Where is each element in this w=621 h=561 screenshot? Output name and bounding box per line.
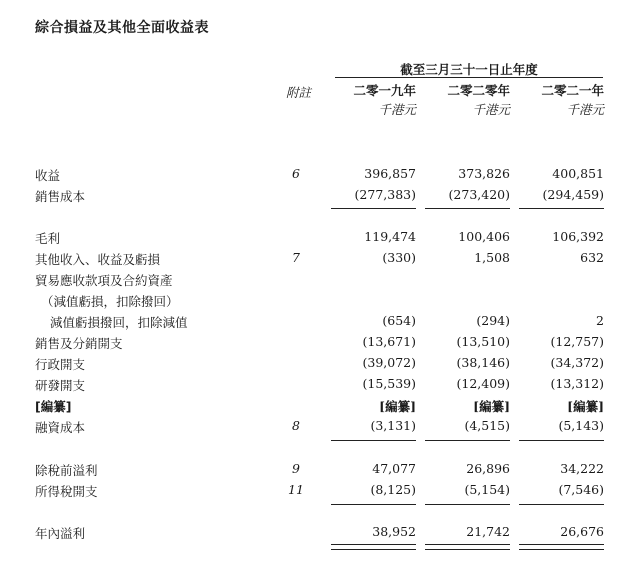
value-2019: (13,671) <box>362 334 416 349</box>
row-note: 7 <box>292 250 300 265</box>
table-row-profit-before-tax <box>0 461 621 482</box>
total-double-rule <box>519 544 604 550</box>
row-note: 6 <box>292 166 300 181</box>
table-row-trade-receivables <box>0 271 621 292</box>
value-2021: (5,143) <box>558 418 604 433</box>
subtotal-rule <box>425 440 510 441</box>
subtotal-rule <box>519 208 604 209</box>
value-2020: 26,896 <box>466 461 510 476</box>
subtotal-rule <box>331 208 416 209</box>
table-row-rnd-expenses <box>0 376 621 397</box>
value-2019: (330) <box>382 250 416 265</box>
subtotal-rule <box>331 504 416 505</box>
year-header-2019: 二零一九年 <box>353 83 416 98</box>
value-2020: 21,742 <box>466 524 510 539</box>
row-note: 11 <box>288 482 304 497</box>
value-2020: (294) <box>476 313 510 328</box>
value-2019: (8,125) <box>370 482 416 497</box>
row-label: 年內溢利 <box>35 526 86 541</box>
value-2019: [編纂] <box>379 399 416 414</box>
row-label: 研發開支 <box>35 378 86 393</box>
value-2021: 2 <box>596 313 604 328</box>
subtotal-rule <box>331 440 416 441</box>
value-2021: 400,851 <box>552 166 604 181</box>
value-2020: (4,515) <box>464 418 510 433</box>
value-2020: (38,146) <box>456 355 510 370</box>
row-label: 行政開支 <box>35 357 86 372</box>
total-double-rule <box>425 544 510 550</box>
row-label: 毛利 <box>35 231 61 246</box>
table-row-selling-expenses <box>0 334 621 355</box>
table-row-gross-profit <box>0 229 621 250</box>
value-2021: 26,676 <box>560 524 604 539</box>
row-label: 其他收入、收益及虧損 <box>35 252 161 267</box>
unit-header-2021: 千港元 <box>566 102 604 117</box>
year-header-2021: 二零二一年 <box>541 83 604 98</box>
row-label: 銷售成本 <box>35 189 86 204</box>
table-row-redacted <box>0 397 621 418</box>
row-label: 所得稅開支 <box>35 484 98 499</box>
value-2021: (12,757) <box>550 334 604 349</box>
period-header: 截至三月三十一日止年度 <box>400 62 538 77</box>
value-2019: (3,131) <box>370 418 416 433</box>
value-2019: (654) <box>382 313 416 328</box>
table-row-impairment-reversal <box>0 313 621 334</box>
value-2020: 100,406 <box>458 229 510 244</box>
value-2019: 119,474 <box>364 229 416 244</box>
value-2020: 1,508 <box>474 250 510 265</box>
value-2020: (273,420) <box>448 187 510 202</box>
value-2021: [編纂] <box>567 399 604 414</box>
table-row-cost-of-sales <box>0 187 621 208</box>
table-row-admin-expenses <box>0 355 621 376</box>
note-column-header: 附註 <box>286 85 312 100</box>
value-2021: 106,392 <box>552 229 604 244</box>
total-double-rule <box>331 544 416 550</box>
value-2020: 373,826 <box>458 166 510 181</box>
row-label: 減值虧損撥回，扣除減值 <box>50 315 188 330</box>
subtotal-rule <box>519 504 604 505</box>
value-2020: [編纂] <box>473 399 510 414</box>
unit-header-2020: 千港元 <box>472 102 510 117</box>
value-2019: 47,077 <box>372 461 416 476</box>
value-2019: 396,857 <box>364 166 416 181</box>
table-row-profit-for-year <box>0 524 621 545</box>
unit-header-2019: 千港元 <box>378 102 416 117</box>
value-2021: 632 <box>580 250 604 265</box>
value-2021: 34,222 <box>560 461 604 476</box>
value-2021: (34,372) <box>550 355 604 370</box>
row-label: 收益 <box>35 168 61 183</box>
value-2019: (277,383) <box>354 187 416 202</box>
row-label: 融資成本 <box>35 420 86 435</box>
value-2019: 38,952 <box>372 524 416 539</box>
value-2021: (13,312) <box>550 376 604 391</box>
table-row-impairment-paren <box>0 292 621 313</box>
statement-title: 綜合損益及其他全面收益表 <box>35 20 209 36</box>
row-note: 8 <box>292 418 300 433</box>
value-2019: (39,072) <box>362 355 416 370</box>
row-label: 貿易應收款項及合約資產 <box>35 273 173 288</box>
row-label: 銷售及分銷開支 <box>35 336 123 351</box>
table-row-revenue <box>0 166 621 187</box>
value-2020: (5,154) <box>464 482 510 497</box>
value-2020: (13,510) <box>456 334 510 349</box>
row-label: 除稅前溢利 <box>35 463 98 478</box>
table-row-other-income <box>0 250 621 271</box>
value-2019: (15,539) <box>362 376 416 391</box>
table-row-income-tax <box>0 482 621 503</box>
value-2021: (7,546) <box>558 482 604 497</box>
row-note: 9 <box>292 461 300 476</box>
year-header-2020: 二零二零年 <box>447 83 510 98</box>
subtotal-rule <box>425 208 510 209</box>
value-2021: (294,459) <box>542 187 604 202</box>
row-label: （減值虧損，扣除撥回） <box>41 294 179 309</box>
table-row-finance-costs <box>0 418 621 439</box>
row-label: [編纂] <box>35 399 72 414</box>
value-2020: (12,409) <box>456 376 510 391</box>
period-underline <box>335 77 603 78</box>
subtotal-rule <box>425 504 510 505</box>
subtotal-rule <box>519 440 604 441</box>
